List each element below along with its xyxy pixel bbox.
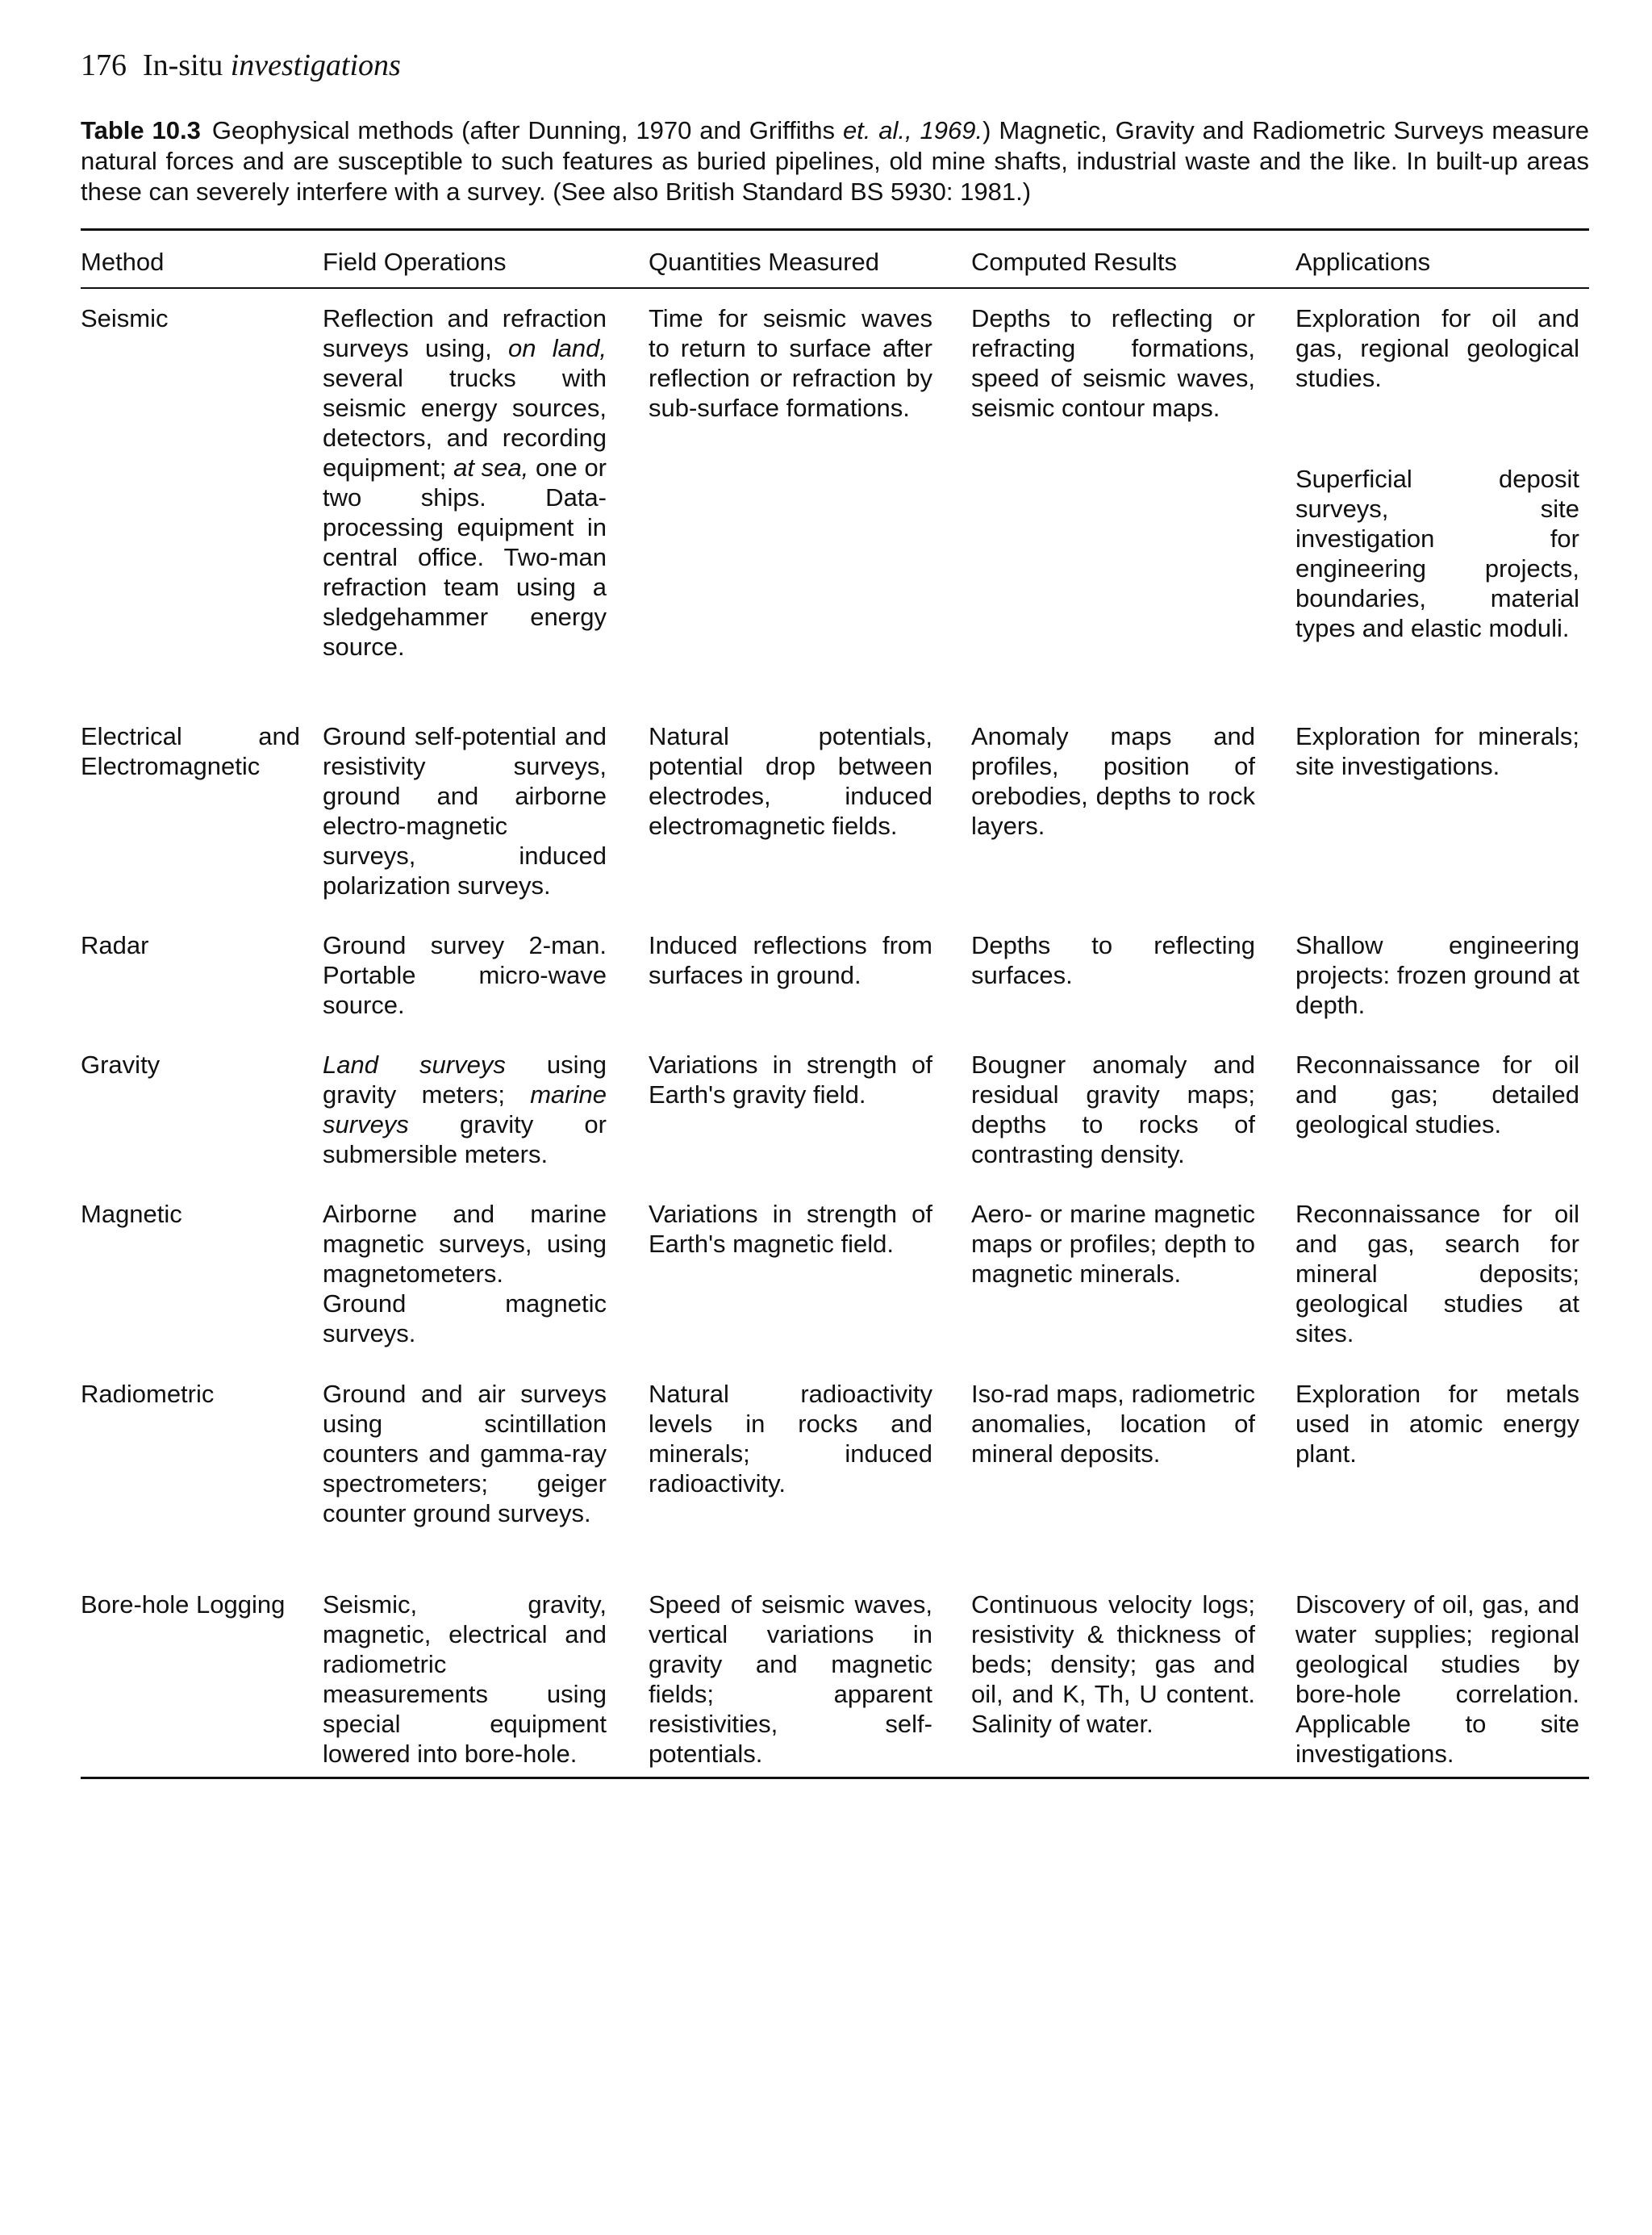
field-text: one or two ships. Data-processing equipment in central office. Two-man refraction team using a sledgehammer energy source. bbox=[323, 453, 607, 661]
cell-field-operations bbox=[323, 303, 607, 662]
cell-computed-results: Iso-rad maps, radiometric anomalies, location of mineral deposits. bbox=[971, 1380, 1255, 1468]
field-text: using gravity meters; bbox=[323, 1051, 607, 1109]
applications-paragraph: Superficial deposit surveys, site investigation for engineering projects, boundaries, material types and elastic moduli. bbox=[1295, 465, 1579, 642]
cell-computed-results: Continuous velocity logs; resistivity & thickness of beds; density; gas and oil, and K, Th, U content. Salinity of water. bbox=[971, 1590, 1255, 1738]
page-number: 176 bbox=[81, 48, 127, 82]
table-label: Table 10.3 bbox=[81, 116, 201, 144]
table-header-row bbox=[81, 242, 1589, 279]
field-text-italic: Land surveys bbox=[323, 1051, 506, 1079]
cell-field-operations bbox=[323, 1050, 607, 1169]
header-field-operations: Field Operations bbox=[323, 248, 507, 276]
caption-text-b: ) Magnetic, Gravity and Radiometric Surveys measure natural forces and are susceptible to such features as buried pipelines, old mine shafts, industrial waste and the like. In built-up areas these can severely interfere with a survey. (See also British Standard BS 5930: 1981.) bbox=[81, 116, 1590, 206]
cell-quantities-measured: Natural potentials, potential drop between electrodes, induced electromagnetic fields. bbox=[649, 722, 932, 840]
field-text: gravity or submersible meters. bbox=[323, 1110, 607, 1168]
caption-citation-italic: et. al., 1969. bbox=[842, 116, 983, 144]
cell-computed-results: Aero- or marine magnetic maps or profiles; depth to magnetic minerals. bbox=[971, 1200, 1255, 1288]
cell-quantities-measured: Variations in strength of Earth's magnetic field. bbox=[649, 1200, 932, 1258]
cell-method: Radiometric bbox=[81, 1380, 215, 1408]
running-head bbox=[81, 47, 401, 84]
cell-quantities-measured: Variations in strength of Earth's gravity field. bbox=[649, 1051, 932, 1109]
cell-computed-results: Bougner anomaly and residual gravity maps; depths to rocks of contrasting density. bbox=[971, 1051, 1255, 1168]
cell-applications: Exploration for metals used in atomic energy plant. bbox=[1295, 1380, 1579, 1468]
cell-field-operations: Ground self-potential and resistivity surveys, ground and airborne electro-magnetic surveys, induced polarization surveys. bbox=[323, 722, 607, 900]
cell-quantities-measured: Natural radioactivity levels in rocks and minerals; induced radioactivity. bbox=[649, 1380, 932, 1498]
cell-computed-results: Anomaly maps and profiles, position of orebodies, depths to rock layers. bbox=[971, 722, 1255, 840]
cell-applications: Discovery of oil, gas, and water supplies; regional geological studies by bore-hole correlation. Applicable to site investigations. bbox=[1295, 1590, 1579, 1768]
cell-applications: Exploration for minerals; site investigations. bbox=[1295, 722, 1579, 780]
cell-applications: Reconnaissance for oil and gas, search for mineral deposits; geological studies at sites. bbox=[1295, 1200, 1579, 1347]
running-head-section: In-situ bbox=[143, 48, 223, 82]
cell-method: Seismic bbox=[81, 304, 169, 332]
table-bottom-rule bbox=[81, 1777, 1589, 1779]
field-text: Reflection and refraction surveys using, bbox=[323, 304, 607, 362]
cell-method: Bore-hole Logging bbox=[81, 1590, 286, 1619]
cell-method: Magnetic bbox=[81, 1200, 182, 1228]
field-text: several trucks with seismic energy sources, detectors, and recording equipment; bbox=[323, 364, 607, 482]
caption-text-a: Geophysical methods (after Dunning, 1970 and Griffiths bbox=[211, 116, 843, 144]
cell-method: Radar bbox=[81, 931, 149, 959]
cell-field-operations: Ground survey 2-man. Portable micro-wave source. bbox=[323, 931, 607, 1019]
cell-applications bbox=[1295, 303, 1579, 643]
cell-applications: Reconnaissance for oil and gas; detailed geological studies. bbox=[1295, 1051, 1579, 1138]
header-method: Method bbox=[81, 248, 165, 276]
field-text-italic: marine surveys bbox=[323, 1080, 607, 1138]
field-text-italic: at sea, bbox=[453, 453, 529, 482]
field-text-italic: on land, bbox=[508, 334, 607, 362]
table-top-rule bbox=[81, 228, 1589, 231]
cell-quantities-measured: Time for seismic waves to return to surface after reflection or refraction by sub-surface formations. bbox=[649, 304, 932, 422]
cell-applications: Shallow engineering projects: frozen ground at depth. bbox=[1295, 931, 1579, 1019]
cell-field-operations: Seismic, gravity, magnetic, electrical and radiometric measurements using special equipment lowered into bore-hole. bbox=[323, 1590, 607, 1768]
table-caption bbox=[81, 115, 1589, 207]
cell-method: Gravity bbox=[81, 1051, 161, 1079]
table-body bbox=[81, 289, 1589, 1777]
cell-method: Electrical and Electromagnetic bbox=[81, 722, 300, 780]
field-paragraph: Airborne and marine magnetic surveys, using magnetometers. bbox=[323, 1200, 607, 1288]
cell-quantities-measured: Induced reflections from surfaces in ground. bbox=[649, 931, 932, 989]
header-quantities-measured: Quantities Measured bbox=[649, 248, 880, 276]
header-computed-results: Computed Results bbox=[971, 248, 1178, 276]
cell-computed-results: Depths to reflecting surfaces. bbox=[971, 931, 1255, 989]
cell-field-operations: Ground and air surveys using scintillation counters and gamma-ray spectrometers; geiger counter ground surveys. bbox=[323, 1380, 607, 1527]
header-applications: Applications bbox=[1295, 248, 1431, 276]
field-paragraph: Ground magnetic surveys. bbox=[323, 1289, 607, 1347]
cell-field-operations bbox=[323, 1199, 607, 1348]
applications-paragraph: Exploration for oil and gas, regional geological studies. bbox=[1295, 304, 1579, 392]
cell-computed-results: Depths to reflecting or refracting formations, speed of seismic waves, seismic contour maps. bbox=[971, 304, 1255, 422]
running-head-section-italic: investigations bbox=[230, 48, 401, 82]
cell-quantities-measured: Speed of seismic waves, vertical variations in gravity and magnetic fields; apparent resistivities, self-potentials. bbox=[649, 1590, 932, 1768]
